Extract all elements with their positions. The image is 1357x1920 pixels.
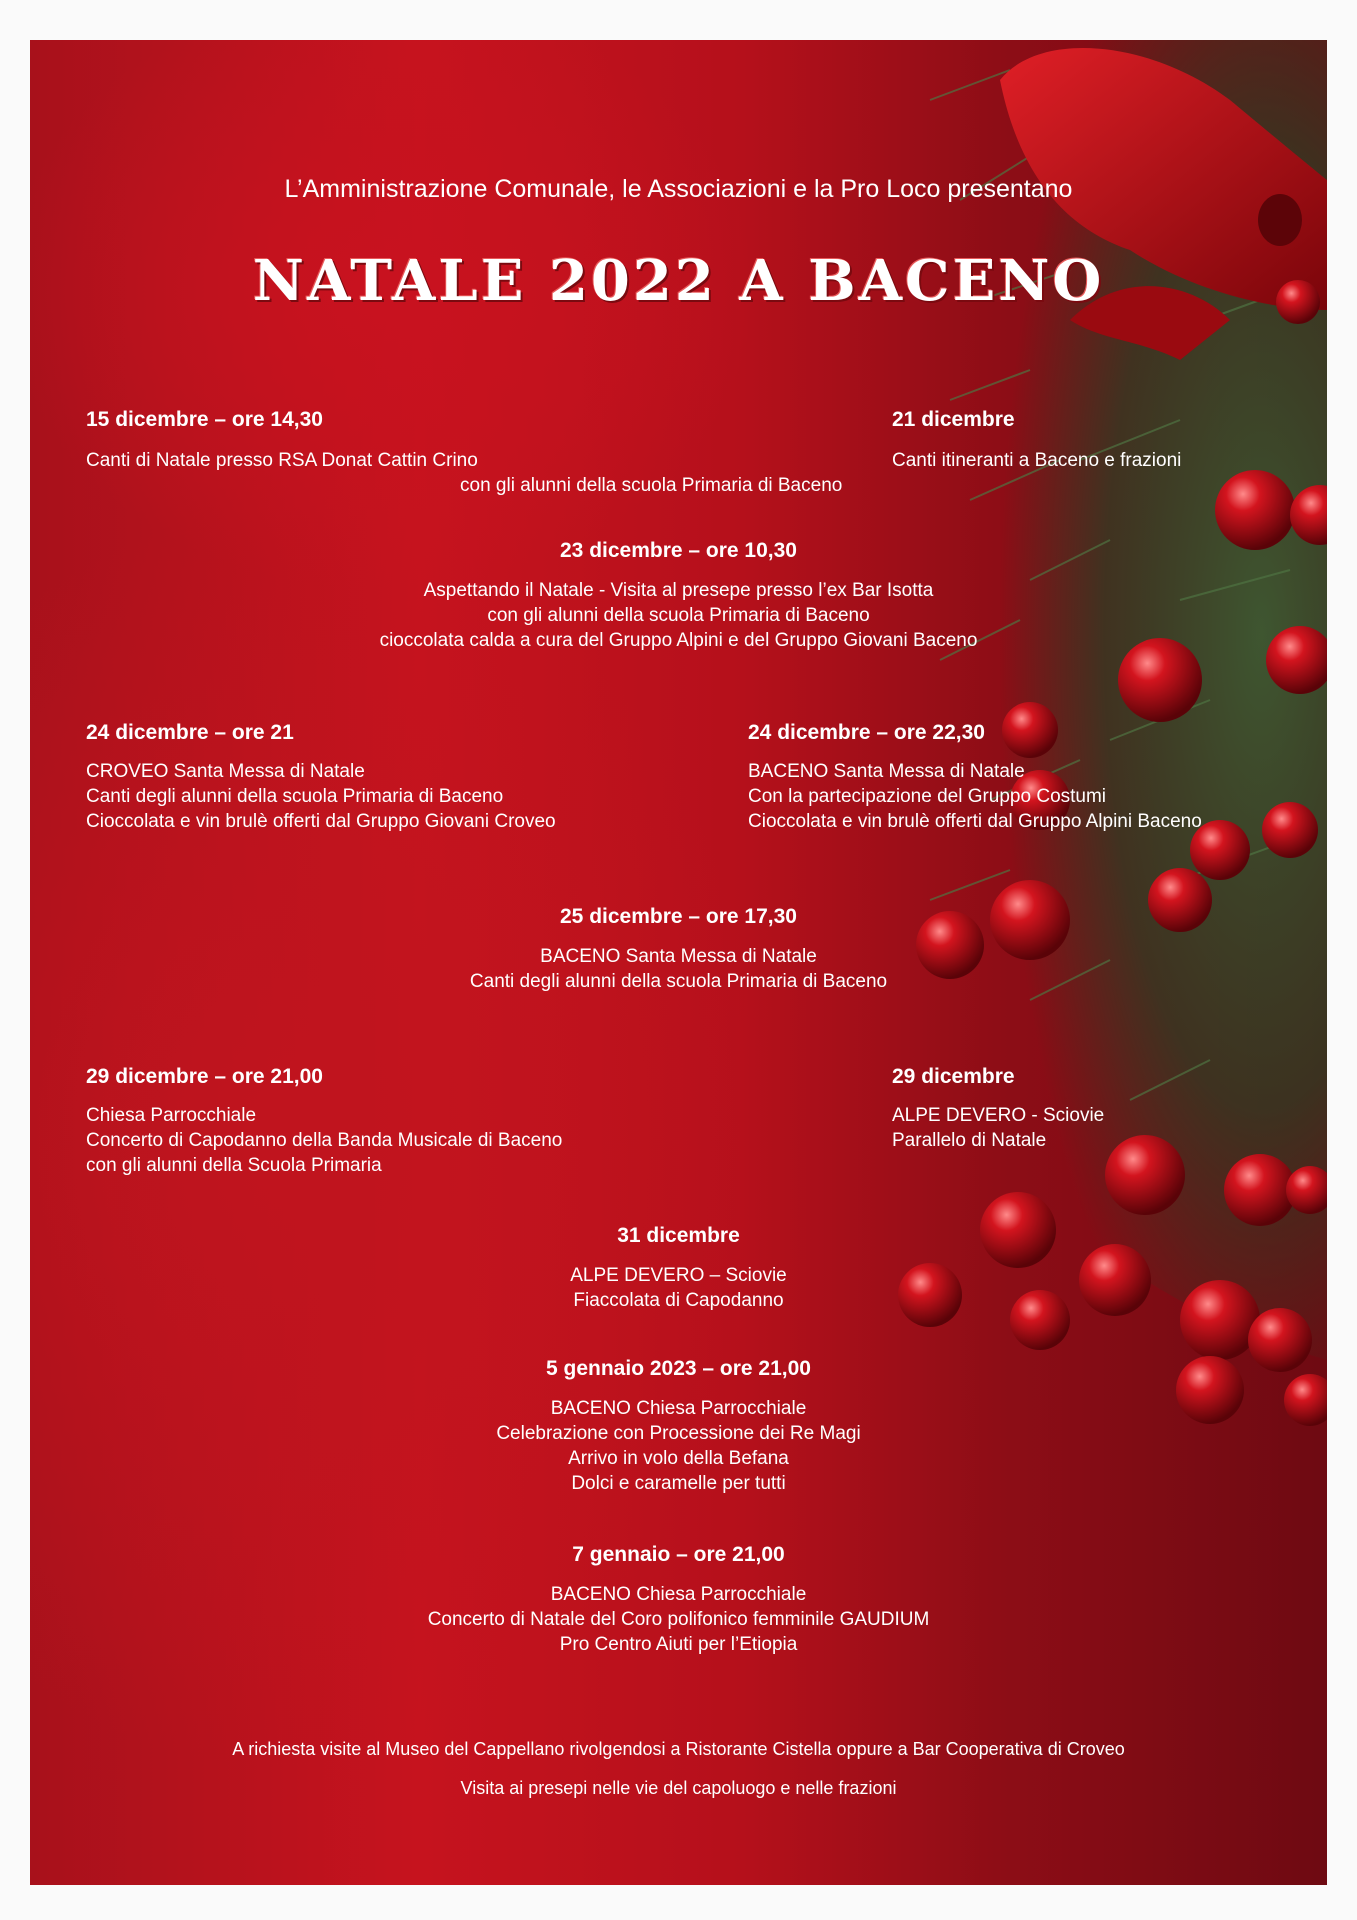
event-heading: 29 dicembre xyxy=(892,1065,1015,1088)
event-details xyxy=(30,1263,1327,1313)
event-line: BACENO Santa Messa di Natale xyxy=(748,761,1025,782)
event-line: Con la partecipazione del Gruppo Costumi xyxy=(748,786,1107,807)
footer-note xyxy=(30,1776,1327,1801)
event-line: con gli alunni della scuola Primaria di Baceno xyxy=(460,475,843,496)
event-line: BACENO Santa Messa di Natale xyxy=(540,946,817,967)
footer-line: Visita ai presepi nelle vie del capoluogo e nelle frazioni xyxy=(460,1778,897,1798)
event-line: Canti itineranti a Baceno e frazioni xyxy=(892,450,1182,471)
event-details xyxy=(30,578,1327,653)
event-line: Cioccolata e vin brulè offerti dal Gruppo Alpini Baceno xyxy=(748,811,1202,832)
event-line: CROVEO Santa Messa di Natale xyxy=(86,761,365,782)
event-line: Concerto di Natale del Coro polifonico femminile GAUDIUM xyxy=(427,1609,930,1630)
event-line: Canti degli alunni della scuola Primaria di Baceno xyxy=(86,786,504,807)
footer-line: A richiesta visite al Museo del Cappellano rivolgendosi a Ristorante Cistella oppure a Bar Cooperativa di Croveo xyxy=(232,1739,1125,1759)
event-heading: 7 gennaio – ore 21,00 xyxy=(572,1543,785,1566)
event-details xyxy=(86,1103,562,1178)
event-line: Cioccolata e vin brulè offerti dal Gruppo Giovani Croveo xyxy=(86,811,556,832)
event-line: Aspettando il Natale - Visita al presepe presso l’ex Bar Isotta xyxy=(423,580,934,601)
event-line: Chiesa Parrocchiale xyxy=(86,1105,257,1126)
event-details xyxy=(86,448,478,473)
event-heading: 5 gennaio 2023 – ore 21,00 xyxy=(546,1357,811,1380)
event-line: Fiaccolata di Capodanno xyxy=(573,1290,784,1311)
event-heading: 25 dicembre – ore 17,30 xyxy=(560,905,797,928)
event-heading: 29 dicembre – ore 21,00 xyxy=(86,1065,323,1088)
event-heading: 31 dicembre xyxy=(617,1224,740,1247)
event-details xyxy=(892,1103,1104,1153)
event-details xyxy=(86,759,556,834)
event-line: BACENO Chiesa Parrocchiale xyxy=(550,1398,807,1419)
event-details xyxy=(30,1582,1327,1657)
event-line: Arrivo in volo della Befana xyxy=(568,1448,789,1469)
poster xyxy=(30,40,1327,1885)
event-line: Celebrazione con Processione dei Re Magi xyxy=(496,1423,861,1444)
event-line: Parallelo di Natale xyxy=(892,1130,1047,1151)
event-line: Canti di Natale presso RSA Donat Cattin Crino xyxy=(86,450,478,471)
event-heading: 23 dicembre – ore 10,30 xyxy=(560,539,797,562)
event-line: BACENO Chiesa Parrocchiale xyxy=(550,1584,807,1605)
footer-note xyxy=(30,1737,1327,1762)
event-line: ALPE DEVERO – Sciovie xyxy=(570,1265,787,1286)
event-heading: 24 dicembre – ore 22,30 xyxy=(748,721,985,744)
intro-text: L’Amministrazione Comunale, le Associazioni e la Pro Loco presentano xyxy=(284,175,1073,203)
event-line: Concerto di Capodanno della Banda Musicale di Baceno xyxy=(86,1130,563,1151)
event-line: ALPE DEVERO - Sciovie xyxy=(892,1105,1105,1126)
event-heading: 24 dicembre – ore 21 xyxy=(86,721,294,744)
event-line: Dolci e caramelle per tutti xyxy=(571,1473,786,1494)
event-line: Canti degli alunni della scuola Primaria di Baceno xyxy=(469,971,888,992)
event-heading: 21 dicembre xyxy=(892,408,1015,431)
page-title: NATALE 2022 A BACENO xyxy=(252,248,1105,314)
event-heading: 15 dicembre – ore 14,30 xyxy=(86,408,323,431)
event-line: con gli alunni della Scuola Primaria xyxy=(86,1155,382,1176)
event-details xyxy=(460,473,842,498)
event-line: con gli alunni della scuola Primaria di Baceno xyxy=(487,605,870,626)
event-details xyxy=(30,1396,1327,1496)
event-details xyxy=(30,944,1327,994)
event-line: cioccolata calda a cura del Gruppo Alpini e del Gruppo Giovani Baceno xyxy=(379,630,978,651)
event-details xyxy=(892,448,1181,473)
event-details xyxy=(748,759,1202,834)
event-line: Pro Centro Aiuti per l’Etiopia xyxy=(559,1634,798,1655)
